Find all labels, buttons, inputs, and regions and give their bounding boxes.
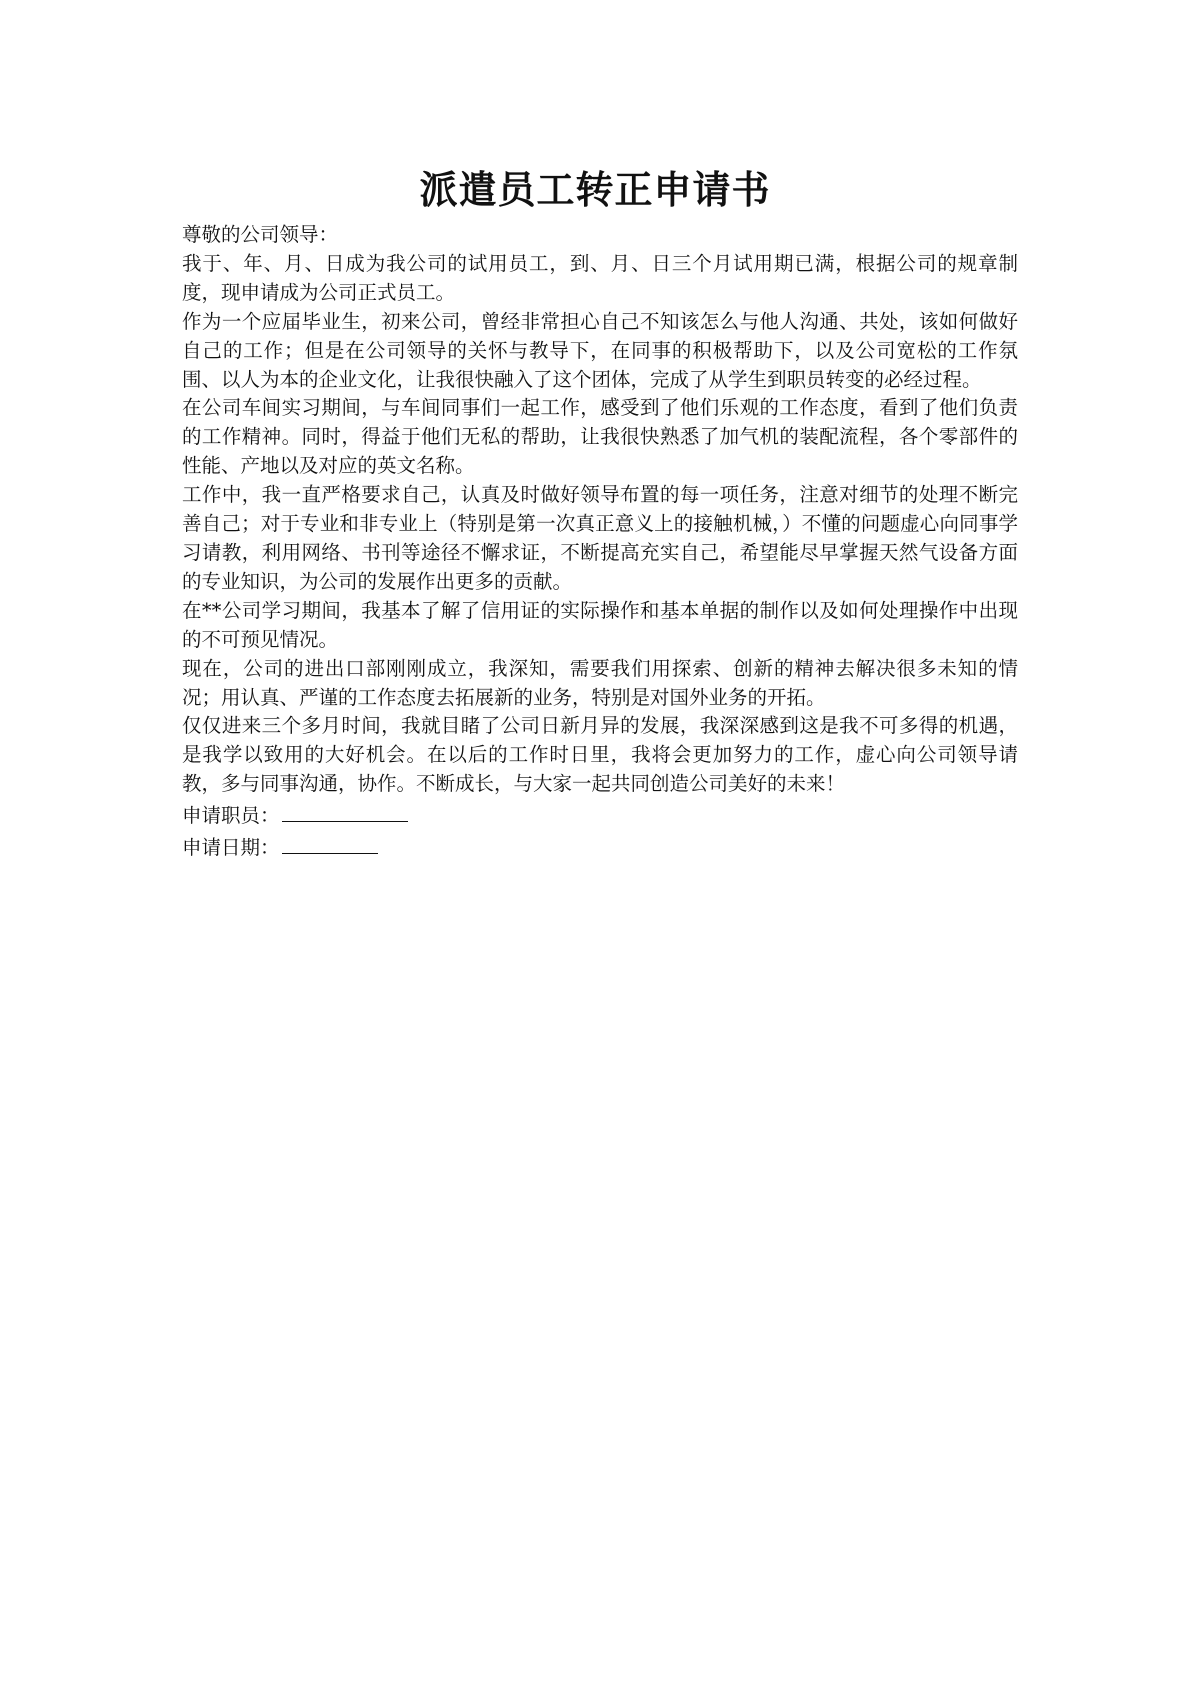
paragraph-2: 作为一个应届毕业生，初来公司，曾经非常担心自己不知该怎么与他人沟通、共处，该如何做好自己的工作；但是在公司领导的关怀与教导下，在同事的积极帮助下，以及公司宽松的工作氛围、以人为本的企业文化，让我很快融入了这个团体，完成了从学生到职员转变的必经过程。 [182,309,1018,391]
date-label: 申请日期： [182,836,280,860]
salutation: 尊敬的公司领导： [182,223,339,246]
paragraph-3: 在公司车间实习期间，与车间同事们一起工作，感受到了他们乐观的工作态度，看到了他们负责的工作精神。同时，得益于他们无私的帮助，让我很快熟悉了加气机的装配流程，各个零部件的性能、产地以及对应的英文名称。 [182,396,1018,478]
employee-label: 申请职员： [182,804,280,828]
paragraph-1: 我于、年、月、日成为我公司的试用员工，到、月、日三个月试用期已满，根据公司的规章制度，现申请成为公司正式员工。 [182,251,1018,304]
date-signature-line [182,831,1018,863]
paragraph-5: 在**公司学习期间，我基本了解了信用证的实际操作和基本单据的制作以及如何处理操作中出现的不可预见情况。 [182,598,1018,651]
paragraph-4: 工作中，我一直严格要求自己，认真及时做好领导布置的每一项任务，注意对细节的处理不断完善自己；对于专业和非专业上（特别是第一次真正意义上的接触机械，）不懂的问题虚心向同事学习请教，利用网络、书刊等途径不懈求证，不断提高充实自己，希望能尽早掌握天然气设备方面的专业知识，为公司的发展作出更多的贡献。 [182,483,1018,593]
document-title: 派遣员工转正申请书 [419,167,771,212]
paragraph-6: 现在，公司的进出口部刚刚成立，我深知，需要我们用探索、创新的精神去解决很多未知的情况；用认真、严谨的工作态度去拓展新的业务，特别是对国外业务的开拓。 [182,656,1018,709]
date-signature-blank [282,831,378,854]
employee-signature-blank [282,799,408,822]
document-body [182,221,1018,863]
paragraph-7: 仅仅进来三个多月时间，我就目睹了公司日新月异的发展，我深深感到这是我不可多得的机遇，是我学以致用的大好机会。在以后的工作时日里，我将会更加努力的工作，虚心向公司领导请教，多与同事沟通，协作。不断成长，与大家一起共同创造公司美好的未来！ [182,714,1018,796]
employee-signature-line [182,799,1018,831]
